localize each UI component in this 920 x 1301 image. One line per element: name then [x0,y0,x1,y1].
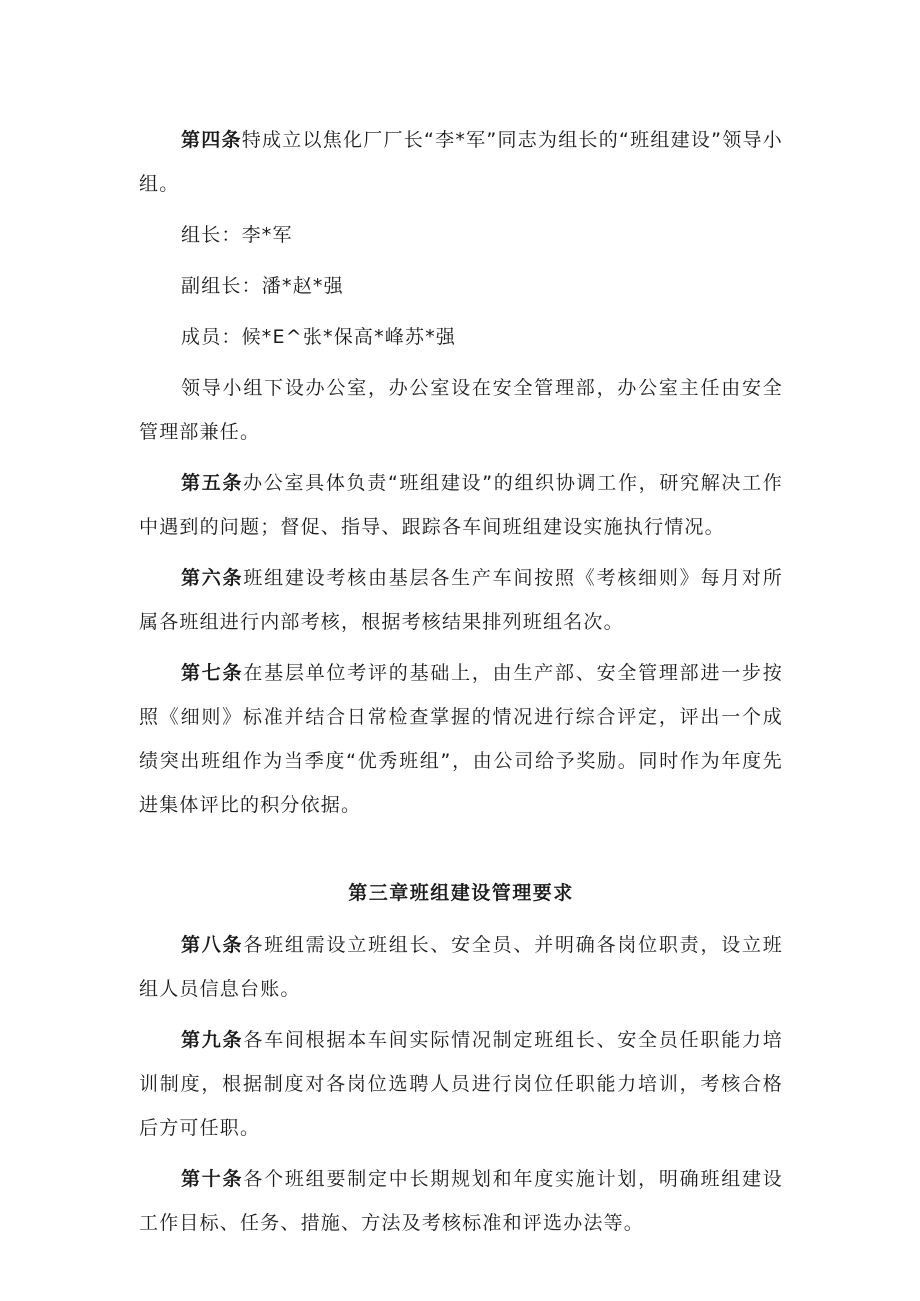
article-text: 各个班组要制定中长期规划和年度实施计划，明确班组建设工作目标、任务、措施、方法及考核标准和评选办法等。 [139,1168,783,1234]
article-text: 在基层单位考评的基础上，由生产部、安全管理部进一步按照《细则》标准并结合日常检查掌握的情况进行综合评定，评出一个成绩突出班组作为当季度“优秀班组”，由公司给予奖励。同时作为年度先进集体评比的积分依据。 [139,662,783,816]
article-text: 班组建设考核由基层各生产车间按照《考核细则》每月对所属各班组进行内部考核，根据考核结果排列班组名次。 [139,567,783,633]
document-page [139,118,783,1249]
members-line: 成员：候*E^张*保高*峰苏*强 [181,326,457,348]
office-note: 领导小组下设办公室，办公室设在安全管理部，办公室主任由安全管理部兼任。 [139,377,783,443]
article-8 [139,923,783,1011]
article-4 [139,118,783,206]
article-text: 办公室具体负责“班组建设”的组织协调工作，研究解决工作中遇到的问题；督促、指导、跟踪各车间班组建设实施执行情况。 [139,472,783,538]
article-label: 第六条 [181,567,244,589]
article-label: 第十条 [181,1168,244,1190]
article-label: 第五条 [181,472,244,494]
article-7 [139,651,783,827]
chapter-title: 第三章班组建设管理要求 [348,882,574,904]
article-6 [139,556,783,644]
deputy-line: 副组长：潘*赵*强 [181,275,344,297]
article-label: 第四条 [181,129,242,151]
article-text: 特成立以焦化厂厂长“李*军”同志为组长的“班组建设”领导小组。 [139,129,783,195]
article-9 [139,1018,783,1150]
article-5 [139,461,783,549]
leader-line: 组长：李*军 [181,224,293,246]
article-label: 第九条 [181,1029,244,1051]
article-text: 各班组需设立班组长、安全员、并明确各岗位职责，设立班组人员信息台账。 [139,934,783,1000]
article-text: 各车间根据本车间实际情况制定班组长、安全员任职能力培训制度，根据制度对各岗位选聘人员进行岗位任职能力培训，考核合格后方可任职。 [139,1029,783,1139]
article-10 [139,1157,783,1245]
article-label: 第七条 [181,662,244,684]
article-label: 第八条 [181,934,244,956]
